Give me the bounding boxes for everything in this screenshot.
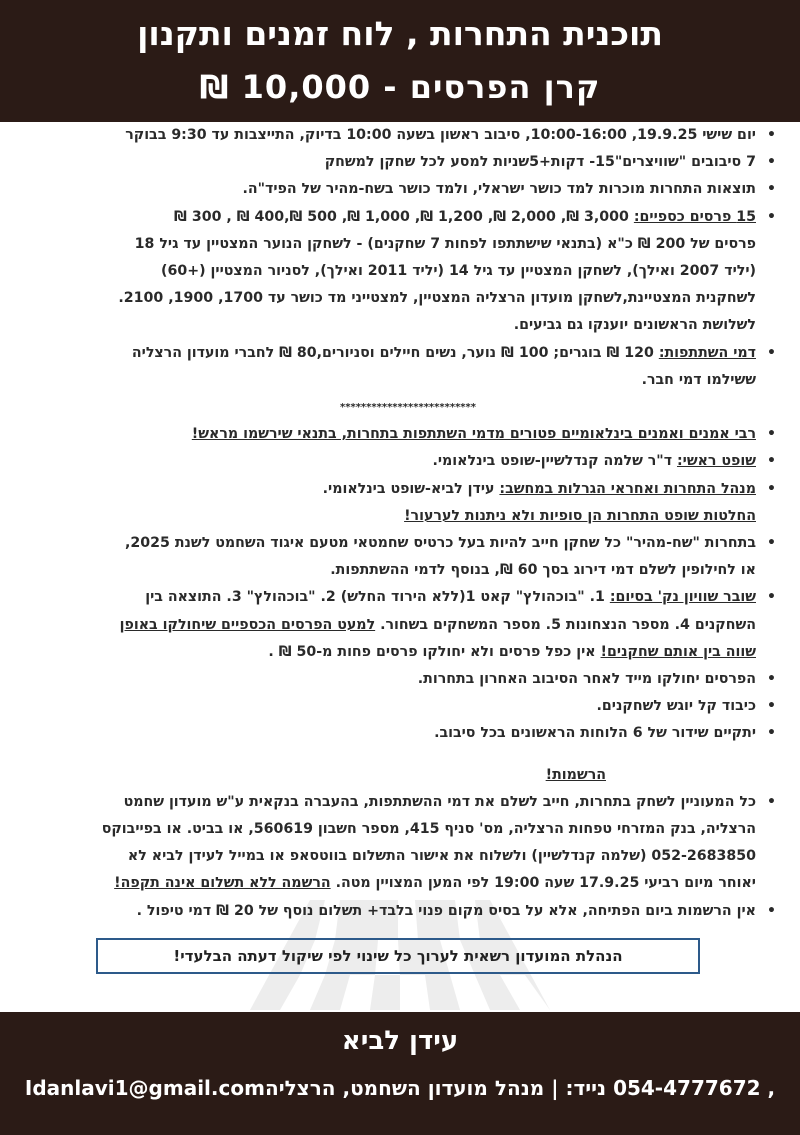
info-list [20, 122, 776, 394]
footer-divider: | [551, 1076, 559, 1100]
registration-title: הרשמות! [545, 766, 606, 783]
list-item: • בתחרות "שח-מהיר" כל שחקן חייב להיות בעל כרטיס שחמטאי מטעם איגוד השחמט לשנת 2025, או לחילופין לשלם דמי דירוג בסך 60 ₪, בנוסף לדמי ההשתתפות. [124, 535, 776, 579]
phone-label: נייד: [565, 1076, 607, 1100]
list-item: • יום שישי 19.9.25, 10:00-16:00, סיבוב ראשון בשעה 10:00 בדיוק, התייצבות עד 9:30 בבוקר [125, 127, 776, 143]
management-notice-box: הנהלת המועדון רשאית לערוך כל שינוי לפי שיקול דעתה הבלעדי! [96, 938, 700, 974]
list-item: • תוצאות התחרות מוכרות למד כושר ישראלי, ולמד כושר בשח-מהיר של הפיד"ה. [242, 181, 776, 198]
phone-number[interactable]: 054-4777672 [613, 1076, 761, 1100]
list-item: • שופט ראשי: ד"ר שלמה קנדלשיין-שופט בינלאומי. [432, 453, 776, 470]
list-item: • יתקיים שידור של 6 הלוחות הראשונים בכל סיבוב. [434, 725, 776, 742]
separator-stars: ************************** [340, 402, 476, 414]
fees-label: דמי השתתפות: [658, 344, 756, 361]
content-body [20, 122, 776, 925]
list-item-fees: • דמי השתתפות: 120 ₪ בוגרים; 100 ₪ נוער, נשים חיילים וסניורים,80 ₪ לחברי מועדון הרצליה ששילמו דמי חבר. [131, 344, 776, 388]
header-banner [0, 0, 800, 122]
list-item: • כל המעוניין לשחק בתחרות, חייב לשלם את דמי ההשתתפות, בהעברה בנקאית ע"ש מועדון שחמט הרצליה, בנק המזרחי טפחות הרצליה, מס' סניף 415, מספר חשבון 560619, או בביט. או בפייבוקס 052-2683850 (שלמה קנדלשיין) ולשלוח את אישור התשלום בווטסאפ או במייל לעידן לביא לא יאוחר מיום רביעי 17.9.25 שעה 19:00 לפי המען המצויין מטה. הרשמה ללא תשלום אינה תקפה! [101, 793, 776, 892]
rules-list [20, 421, 776, 747]
email-address[interactable]: Idanlavi1@gmail.com [24, 1076, 265, 1100]
prize-fund-subtitle: קרן הפרסים - 10,000 ₪ [199, 68, 601, 106]
list-item: • אין הרשמות ביום הפתיחה, אלא על בסיס מקום פנוי בלבד+ תשלום נוסף של 20 ₪ דמי טיפול . [136, 902, 776, 919]
list-item-tiebreak: • שובר שוויון נק' בסיום: 1. "בוכהולץ" קאט 1(ללא הירוד החלש) 2. "בוכהולץ" 3. התוצאה בין השחקנים 4. מספר הנצחונות 5. מספר המשחקים בשחור. למעט הפרסים הכספיים שיחולקו באופן שווה בין אותם שחקנים! אין כפל פרסים ולא יחולקו פרסים פחות מ-50 ₪ . [119, 589, 776, 660]
footer-banner [0, 1012, 800, 1135]
organizer-role: מנהל מועדון השחמט, הרצליה [264, 1076, 545, 1100]
list-item: • כיבוד קל יוגש לשחקנים. [596, 698, 776, 715]
list-item-prizes: • 15 פרסים כספיים: 3,000 ₪, 2,000 ₪, 1,200 ₪, 1,000 ₪, 500 ₪,400 ₪ , 300 ₪ פרסים של 200 ₪ כ"א (בתנאי שישתתפו לפחות 7 שחקנים) - לשחקן הנוער המצטיין עד גיל 18 (יליד 2007 ואילך), לשחקן המצטיין עד גיל 14 (יליד 2011 ואילך), לסניור המצטיין (+60) לשחקנית המצטיינת,לשחקן מועדון הרצליה המצטיין, למצטייני מד כושר עד 1700, 1900, 2100. לשלושת הראשונים יוענקו גם גביעים. [118, 208, 776, 334]
contact-line: Idanlavi1@gmail.com , 054-4777672 נייד: | מנהל מועדון השחמט, הרצליה [24, 1076, 776, 1100]
list-item: • רבי אמנים ואמנים בינלאומיים פטורים מדמי השתתפות בתחרות, בתנאי שירשמו מראש! [191, 426, 776, 443]
list-item: • מנהל התחרות ואחראי הגרלות במחשב: עידן לביא-שופט בינלאומי. החלטות שופט התחרות הן סופיות ולא ניתנות לערעור! [322, 480, 776, 524]
prizes-label: 15 פרסים כספיים: [633, 208, 756, 225]
page-title: תוכנית התחרות , לוח זמנים ותקנון [137, 14, 663, 53]
list-item: • הפרסים יחולקו מייד לאחר הסיבוב האחרון בתחרות. [417, 671, 776, 688]
registration-list [20, 789, 776, 925]
list-item: • 7 סיבובים "שוויצרים"15- דקות+5שניות למסע לכל שחקן למשחק [324, 154, 776, 171]
organizer-name: עידן לביא [341, 1026, 459, 1056]
